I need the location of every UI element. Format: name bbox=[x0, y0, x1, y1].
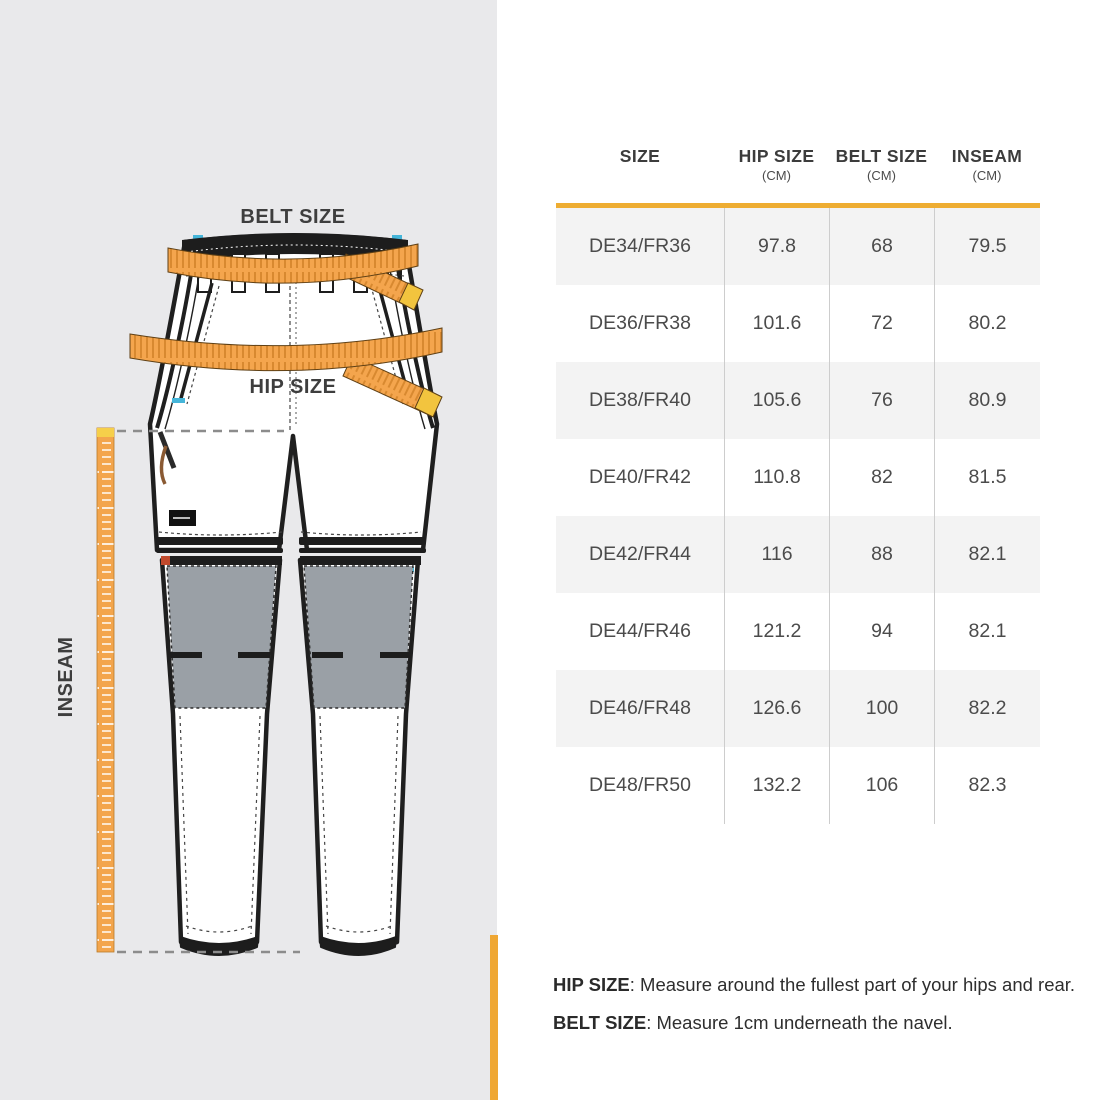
belt-size-note-text: : Measure 1cm underneath the navel. bbox=[646, 1012, 953, 1033]
brand-label-patch bbox=[169, 510, 196, 526]
hip-size-note-term: HIP SIZE bbox=[553, 974, 630, 995]
belt-size-note-term: BELT SIZE bbox=[553, 1012, 647, 1033]
hip-size-label: HIP SIZE bbox=[249, 376, 337, 398]
diagram-panel bbox=[0, 0, 497, 1100]
hip-cell: 121.2 bbox=[724, 593, 829, 670]
belt-cell: 100 bbox=[829, 670, 934, 747]
measurement-notes bbox=[553, 966, 1093, 1042]
inseam-cell: 80.9 bbox=[934, 362, 1040, 439]
hip-cell: 101.6 bbox=[724, 285, 829, 362]
inseam-label: INSEAM bbox=[55, 636, 77, 718]
belt-cell: 76 bbox=[829, 362, 934, 439]
pants-illustration bbox=[0, 0, 497, 1100]
hip-cell: 97.8 bbox=[724, 208, 829, 285]
size-cell: DE40/FR42 bbox=[589, 466, 691, 488]
size-cell: DE44/FR46 bbox=[589, 620, 691, 642]
hip-cell: 132.2 bbox=[724, 747, 829, 824]
belt-cell: 82 bbox=[829, 439, 934, 516]
belt-cell: 72 bbox=[829, 285, 934, 362]
inseam-cell: 79.5 bbox=[934, 208, 1040, 285]
inseam-cell: 80.2 bbox=[934, 285, 1040, 362]
size-cell: DE36/FR38 bbox=[589, 312, 691, 334]
table-row bbox=[556, 747, 1040, 824]
size-cell: DE38/FR40 bbox=[589, 389, 691, 411]
header-hip-size: HIP SIZE (CM) bbox=[738, 146, 815, 183]
inseam-cell: 81.5 bbox=[934, 439, 1040, 516]
hip-cell: 126.6 bbox=[724, 670, 829, 747]
table-row bbox=[556, 362, 1040, 439]
belt-size-label: BELT SIZE bbox=[240, 206, 346, 228]
size-cell: DE48/FR50 bbox=[589, 774, 691, 796]
accent-bar bbox=[490, 935, 498, 1100]
hip-cell: 116 bbox=[724, 516, 829, 593]
belt-cell: 94 bbox=[829, 593, 934, 670]
table-row bbox=[556, 285, 1040, 362]
header-size: SIZE bbox=[619, 146, 661, 166]
hip-cell: 110.8 bbox=[724, 439, 829, 516]
zip-pull-accent bbox=[161, 556, 170, 565]
table-row bbox=[556, 208, 1040, 285]
table-row bbox=[556, 593, 1040, 670]
size-table-header bbox=[556, 145, 1040, 184]
hip-cell: 105.6 bbox=[724, 362, 829, 439]
header-inseam: INSEAM (CM) bbox=[951, 146, 1023, 183]
inseam-cell: 82.1 bbox=[934, 593, 1040, 670]
table-row bbox=[556, 439, 1040, 516]
header-belt-size: BELT SIZE (CM) bbox=[835, 146, 928, 183]
size-table-body bbox=[556, 208, 1040, 824]
table-row bbox=[556, 516, 1040, 593]
size-cell: DE46/FR48 bbox=[589, 697, 691, 719]
belt-cell: 68 bbox=[829, 208, 934, 285]
inseam-cell: 82.2 bbox=[934, 670, 1040, 747]
belt-cell: 88 bbox=[829, 516, 934, 593]
hip-size-note bbox=[553, 966, 1093, 1004]
table-row bbox=[556, 670, 1040, 747]
knee-panels bbox=[167, 566, 413, 708]
belt-size-note bbox=[553, 1004, 1093, 1042]
belt-cell: 106 bbox=[829, 747, 934, 824]
size-cell: DE42/FR44 bbox=[589, 543, 691, 565]
size-cell: DE34/FR36 bbox=[589, 235, 691, 257]
hip-size-note-text: : Measure around the fullest part of your hips and rear. bbox=[629, 974, 1076, 995]
pocket-accent-left bbox=[172, 398, 185, 403]
inseam-cell: 82.1 bbox=[934, 516, 1040, 593]
inseam-cell: 82.3 bbox=[934, 747, 1040, 824]
